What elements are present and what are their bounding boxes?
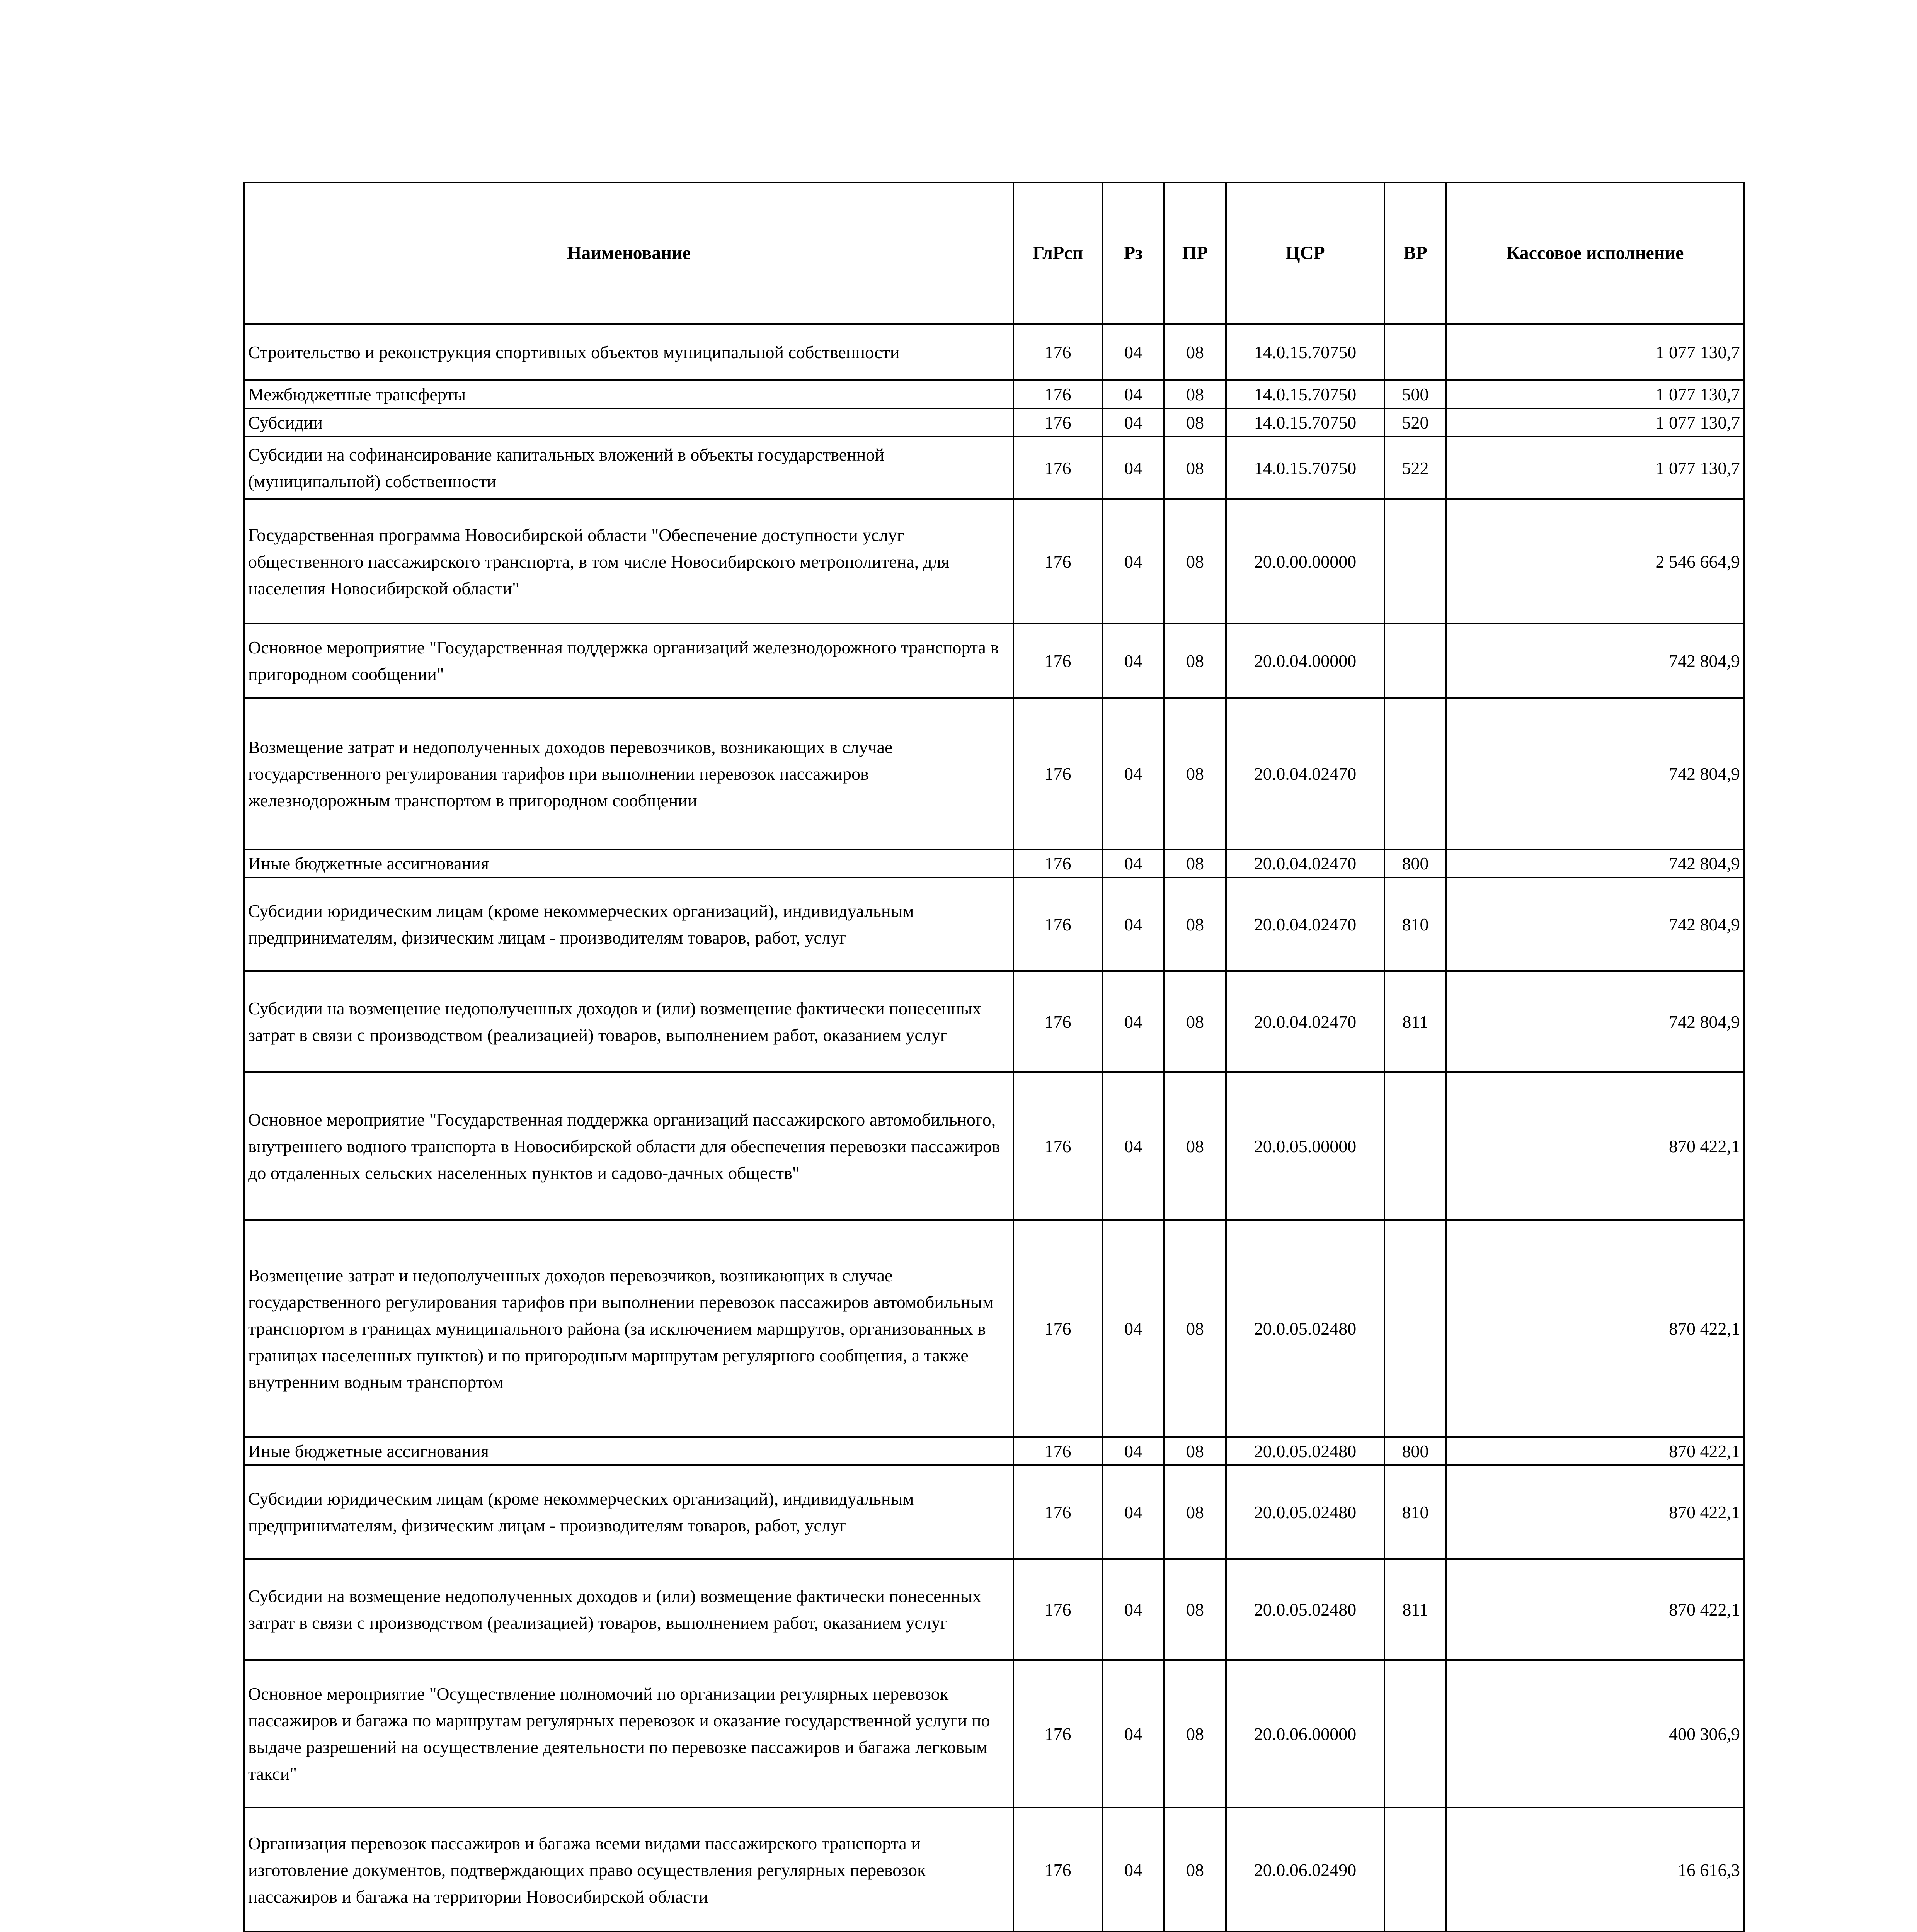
table-row: [244, 1559, 1744, 1660]
row-vr: [1384, 1220, 1446, 1437]
row-rz: 04: [1102, 1072, 1164, 1220]
table-row: [244, 698, 1744, 849]
row-rz: 04: [1102, 971, 1164, 1072]
row-vr: 500: [1384, 380, 1446, 408]
row-pr: 08: [1164, 849, 1226, 878]
row-vr: [1384, 499, 1446, 624]
row-amount: 870 422,1: [1446, 1072, 1744, 1220]
row-vr: 520: [1384, 408, 1446, 437]
row-csr: 20.0.00.00000: [1226, 499, 1384, 624]
row-name: Организация перевозок пассажиров и багажа всеми видами пассажирского транспорта и изготовление документов, подтверждающих право осуществления регулярных перевозок пассажиров и багажа на территории Новосибирской области: [244, 1808, 1013, 1932]
row-vr: [1384, 624, 1446, 698]
row-pr: 08: [1164, 878, 1226, 971]
row-amount: 742 804,9: [1446, 849, 1744, 878]
row-pr: 08: [1164, 1072, 1226, 1220]
row-name: Субсидии на возмещение недополученных доходов и (или) возмещение фактически понесенных затрат в связи с производством (реализацией) товаров, выполнением работ, оказанием услуг: [244, 1559, 1013, 1660]
row-amount: 1 077 130,7: [1446, 408, 1744, 437]
column-header-pr: ПР: [1164, 182, 1226, 324]
row-csr: 20.0.04.02470: [1226, 849, 1384, 878]
row-rz: 04: [1102, 878, 1164, 971]
budget-table: [243, 182, 1745, 1932]
row-vr: [1384, 1808, 1446, 1932]
row-name: Возмещение затрат и недополученных доходов перевозчиков, возникающих в случае государственного регулирования тарифов при выполнении перевозок пассажиров железнодорожным транспортом в пригородном сообщении: [244, 698, 1013, 849]
table-row: [244, 1660, 1744, 1808]
row-csr: 14.0.15.70750: [1226, 437, 1384, 499]
row-vr: 811: [1384, 971, 1446, 1072]
row-pr: 08: [1164, 1220, 1226, 1437]
row-rz: 04: [1102, 1465, 1164, 1559]
row-pr: 08: [1164, 698, 1226, 849]
row-vr: 800: [1384, 1437, 1446, 1465]
row-glrsp: 176: [1013, 437, 1102, 499]
row-pr: 08: [1164, 380, 1226, 408]
table-row: [244, 1808, 1744, 1932]
column-header-rz: Рз: [1102, 182, 1164, 324]
row-name: Субсидии на софинансирование капитальных вложений в объекты государственной (муниципальной) собственности: [244, 437, 1013, 499]
row-csr: 20.0.05.02480: [1226, 1437, 1384, 1465]
row-pr: 08: [1164, 1808, 1226, 1932]
row-pr: 08: [1164, 1465, 1226, 1559]
row-vr: 800: [1384, 849, 1446, 878]
table-row: [244, 380, 1744, 408]
row-name: Иные бюджетные ассигнования: [244, 1437, 1013, 1465]
row-csr: 20.0.04.02470: [1226, 878, 1384, 971]
row-glrsp: 176: [1013, 380, 1102, 408]
row-glrsp: 176: [1013, 499, 1102, 624]
row-glrsp: 176: [1013, 1437, 1102, 1465]
row-csr: 20.0.06.00000: [1226, 1660, 1384, 1808]
row-rz: 04: [1102, 1660, 1164, 1808]
row-glrsp: 176: [1013, 408, 1102, 437]
row-vr: [1384, 698, 1446, 849]
row-amount: 1 077 130,7: [1446, 437, 1744, 499]
row-csr: 20.0.04.02470: [1226, 698, 1384, 849]
table-row: [244, 437, 1744, 499]
column-header-amount: Кассовое исполнение: [1446, 182, 1744, 324]
row-csr: 20.0.04.02470: [1226, 971, 1384, 1072]
row-name: Субсидии юридическим лицам (кроме некоммерческих организаций), индивидуальным предпринимателям, физическим лицам - производителям товаров, работ, услуг: [244, 878, 1013, 971]
row-glrsp: 176: [1013, 1220, 1102, 1437]
row-glrsp: 176: [1013, 698, 1102, 849]
table-header: [244, 182, 1744, 324]
row-pr: 08: [1164, 499, 1226, 624]
row-pr: 08: [1164, 971, 1226, 1072]
table-row: [244, 624, 1744, 698]
table-row: [244, 499, 1744, 624]
row-glrsp: 176: [1013, 1072, 1102, 1220]
row-pr: 08: [1164, 1437, 1226, 1465]
row-rz: 04: [1102, 1220, 1164, 1437]
column-header-glrsp: ГлРсп: [1013, 182, 1102, 324]
table-row: [244, 1465, 1744, 1559]
row-name: Строительство и реконструкция спортивных объектов муниципальной собственности: [244, 324, 1013, 380]
row-csr: 20.0.05.02480: [1226, 1220, 1384, 1437]
row-vr: 810: [1384, 878, 1446, 971]
row-amount: 870 422,1: [1446, 1220, 1744, 1437]
table-row: [244, 849, 1744, 878]
row-pr: 08: [1164, 1559, 1226, 1660]
row-pr: 08: [1164, 408, 1226, 437]
row-vr: 811: [1384, 1559, 1446, 1660]
row-glrsp: 176: [1013, 624, 1102, 698]
row-vr: [1384, 1072, 1446, 1220]
row-csr: 20.0.04.00000: [1226, 624, 1384, 698]
table-row: [244, 408, 1744, 437]
row-rz: 04: [1102, 849, 1164, 878]
row-glrsp: 176: [1013, 849, 1102, 878]
row-rz: 04: [1102, 1559, 1164, 1660]
table-row: [244, 1072, 1744, 1220]
row-rz: 04: [1102, 324, 1164, 380]
row-name: Основное мероприятие "Государственная поддержка организаций пассажирского автомобильного, внутреннего водного транспорта в Новосибирской области для обеспечения перевозки пассажиров до отдаленных сельских населенных пунктов и садово-дачных обществ": [244, 1072, 1013, 1220]
row-amount: 870 422,1: [1446, 1465, 1744, 1559]
row-glrsp: 176: [1013, 1808, 1102, 1932]
row-glrsp: 176: [1013, 1660, 1102, 1808]
table-row: [244, 324, 1744, 380]
row-name: Государственная программа Новосибирской области "Обеспечение доступности услуг общественного пассажирского транспорта, в том числе Новосибирского метрополитена, для населения Новосибирской области": [244, 499, 1013, 624]
table-row: [244, 1220, 1744, 1437]
row-pr: 08: [1164, 324, 1226, 380]
row-amount: 870 422,1: [1446, 1559, 1744, 1660]
row-name: Иные бюджетные ассигнования: [244, 849, 1013, 878]
row-pr: 08: [1164, 437, 1226, 499]
row-csr: 20.0.05.00000: [1226, 1072, 1384, 1220]
row-name: Межбюджетные трансферты: [244, 380, 1013, 408]
row-csr: 14.0.15.70750: [1226, 324, 1384, 380]
row-amount: 1 077 130,7: [1446, 324, 1744, 380]
row-rz: 04: [1102, 698, 1164, 849]
table-header-row: [244, 182, 1744, 324]
row-csr: 14.0.15.70750: [1226, 380, 1384, 408]
row-amount: 742 804,9: [1446, 624, 1744, 698]
row-rz: 04: [1102, 624, 1164, 698]
column-header-name: Наименование: [244, 182, 1013, 324]
column-header-vr: ВР: [1384, 182, 1446, 324]
row-name: Субсидии юридическим лицам (кроме некоммерческих организаций), индивидуальным предпринимателям, физическим лицам - производителям товаров, работ, услуг: [244, 1465, 1013, 1559]
row-glrsp: 176: [1013, 324, 1102, 380]
row-glrsp: 176: [1013, 1559, 1102, 1660]
row-rz: 04: [1102, 499, 1164, 624]
row-name: Основное мероприятие "Государственная поддержка организаций железнодорожного транспорта в пригородном сообщении": [244, 624, 1013, 698]
row-rz: 04: [1102, 437, 1164, 499]
row-amount: 742 804,9: [1446, 878, 1744, 971]
row-rz: 04: [1102, 380, 1164, 408]
row-vr: [1384, 324, 1446, 380]
column-header-csr: ЦСР: [1226, 182, 1384, 324]
row-vr: [1384, 1660, 1446, 1808]
table-body: [244, 324, 1744, 1932]
row-vr: 810: [1384, 1465, 1446, 1559]
row-pr: 08: [1164, 1660, 1226, 1808]
row-csr: 20.0.05.02480: [1226, 1559, 1384, 1660]
row-csr: 14.0.15.70750: [1226, 408, 1384, 437]
row-pr: 08: [1164, 624, 1226, 698]
row-glrsp: 176: [1013, 971, 1102, 1072]
row-name: Основное мероприятие "Осуществление полномочий по организации регулярных перевозок пассажиров и багажа по маршрутам регулярных перевозок и оказание государственной услуги по выдаче разрешений на осуществление деятельности по перевозке пассажиров и багажа легковым такси": [244, 1660, 1013, 1808]
row-vr: 522: [1384, 437, 1446, 499]
row-amount: 742 804,9: [1446, 971, 1744, 1072]
row-csr: 20.0.05.02480: [1226, 1465, 1384, 1559]
row-rz: 04: [1102, 1808, 1164, 1932]
table-row: [244, 1437, 1744, 1465]
row-name: Субсидии: [244, 408, 1013, 437]
table-row: [244, 878, 1744, 971]
row-rz: 04: [1102, 408, 1164, 437]
row-amount: 1 077 130,7: [1446, 380, 1744, 408]
row-glrsp: 176: [1013, 878, 1102, 971]
row-amount: 400 306,9: [1446, 1660, 1744, 1808]
table-row: [244, 971, 1744, 1072]
row-amount: 16 616,3: [1446, 1808, 1744, 1932]
row-amount: 742 804,9: [1446, 698, 1744, 849]
row-name: Субсидии на возмещение недополученных доходов и (или) возмещение фактически понесенных затрат в связи с производством (реализацией) товаров, выполнением работ, оказанием услуг: [244, 971, 1013, 1072]
row-csr: 20.0.06.02490: [1226, 1808, 1384, 1932]
row-amount: 870 422,1: [1446, 1437, 1744, 1465]
row-name: Возмещение затрат и недополученных доходов перевозчиков, возникающих в случае государственного регулирования тарифов при выполнении перевозок пассажиров автомобильным транспортом в границах муниципального района (за исключением маршрутов, организованных в границах населенных пунктов) и по пригородным маршрутам регулярного сообщения, а также внутренним водным транспортом: [244, 1220, 1013, 1437]
row-amount: 2 546 664,9: [1446, 499, 1744, 624]
row-glrsp: 176: [1013, 1465, 1102, 1559]
row-rz: 04: [1102, 1437, 1164, 1465]
